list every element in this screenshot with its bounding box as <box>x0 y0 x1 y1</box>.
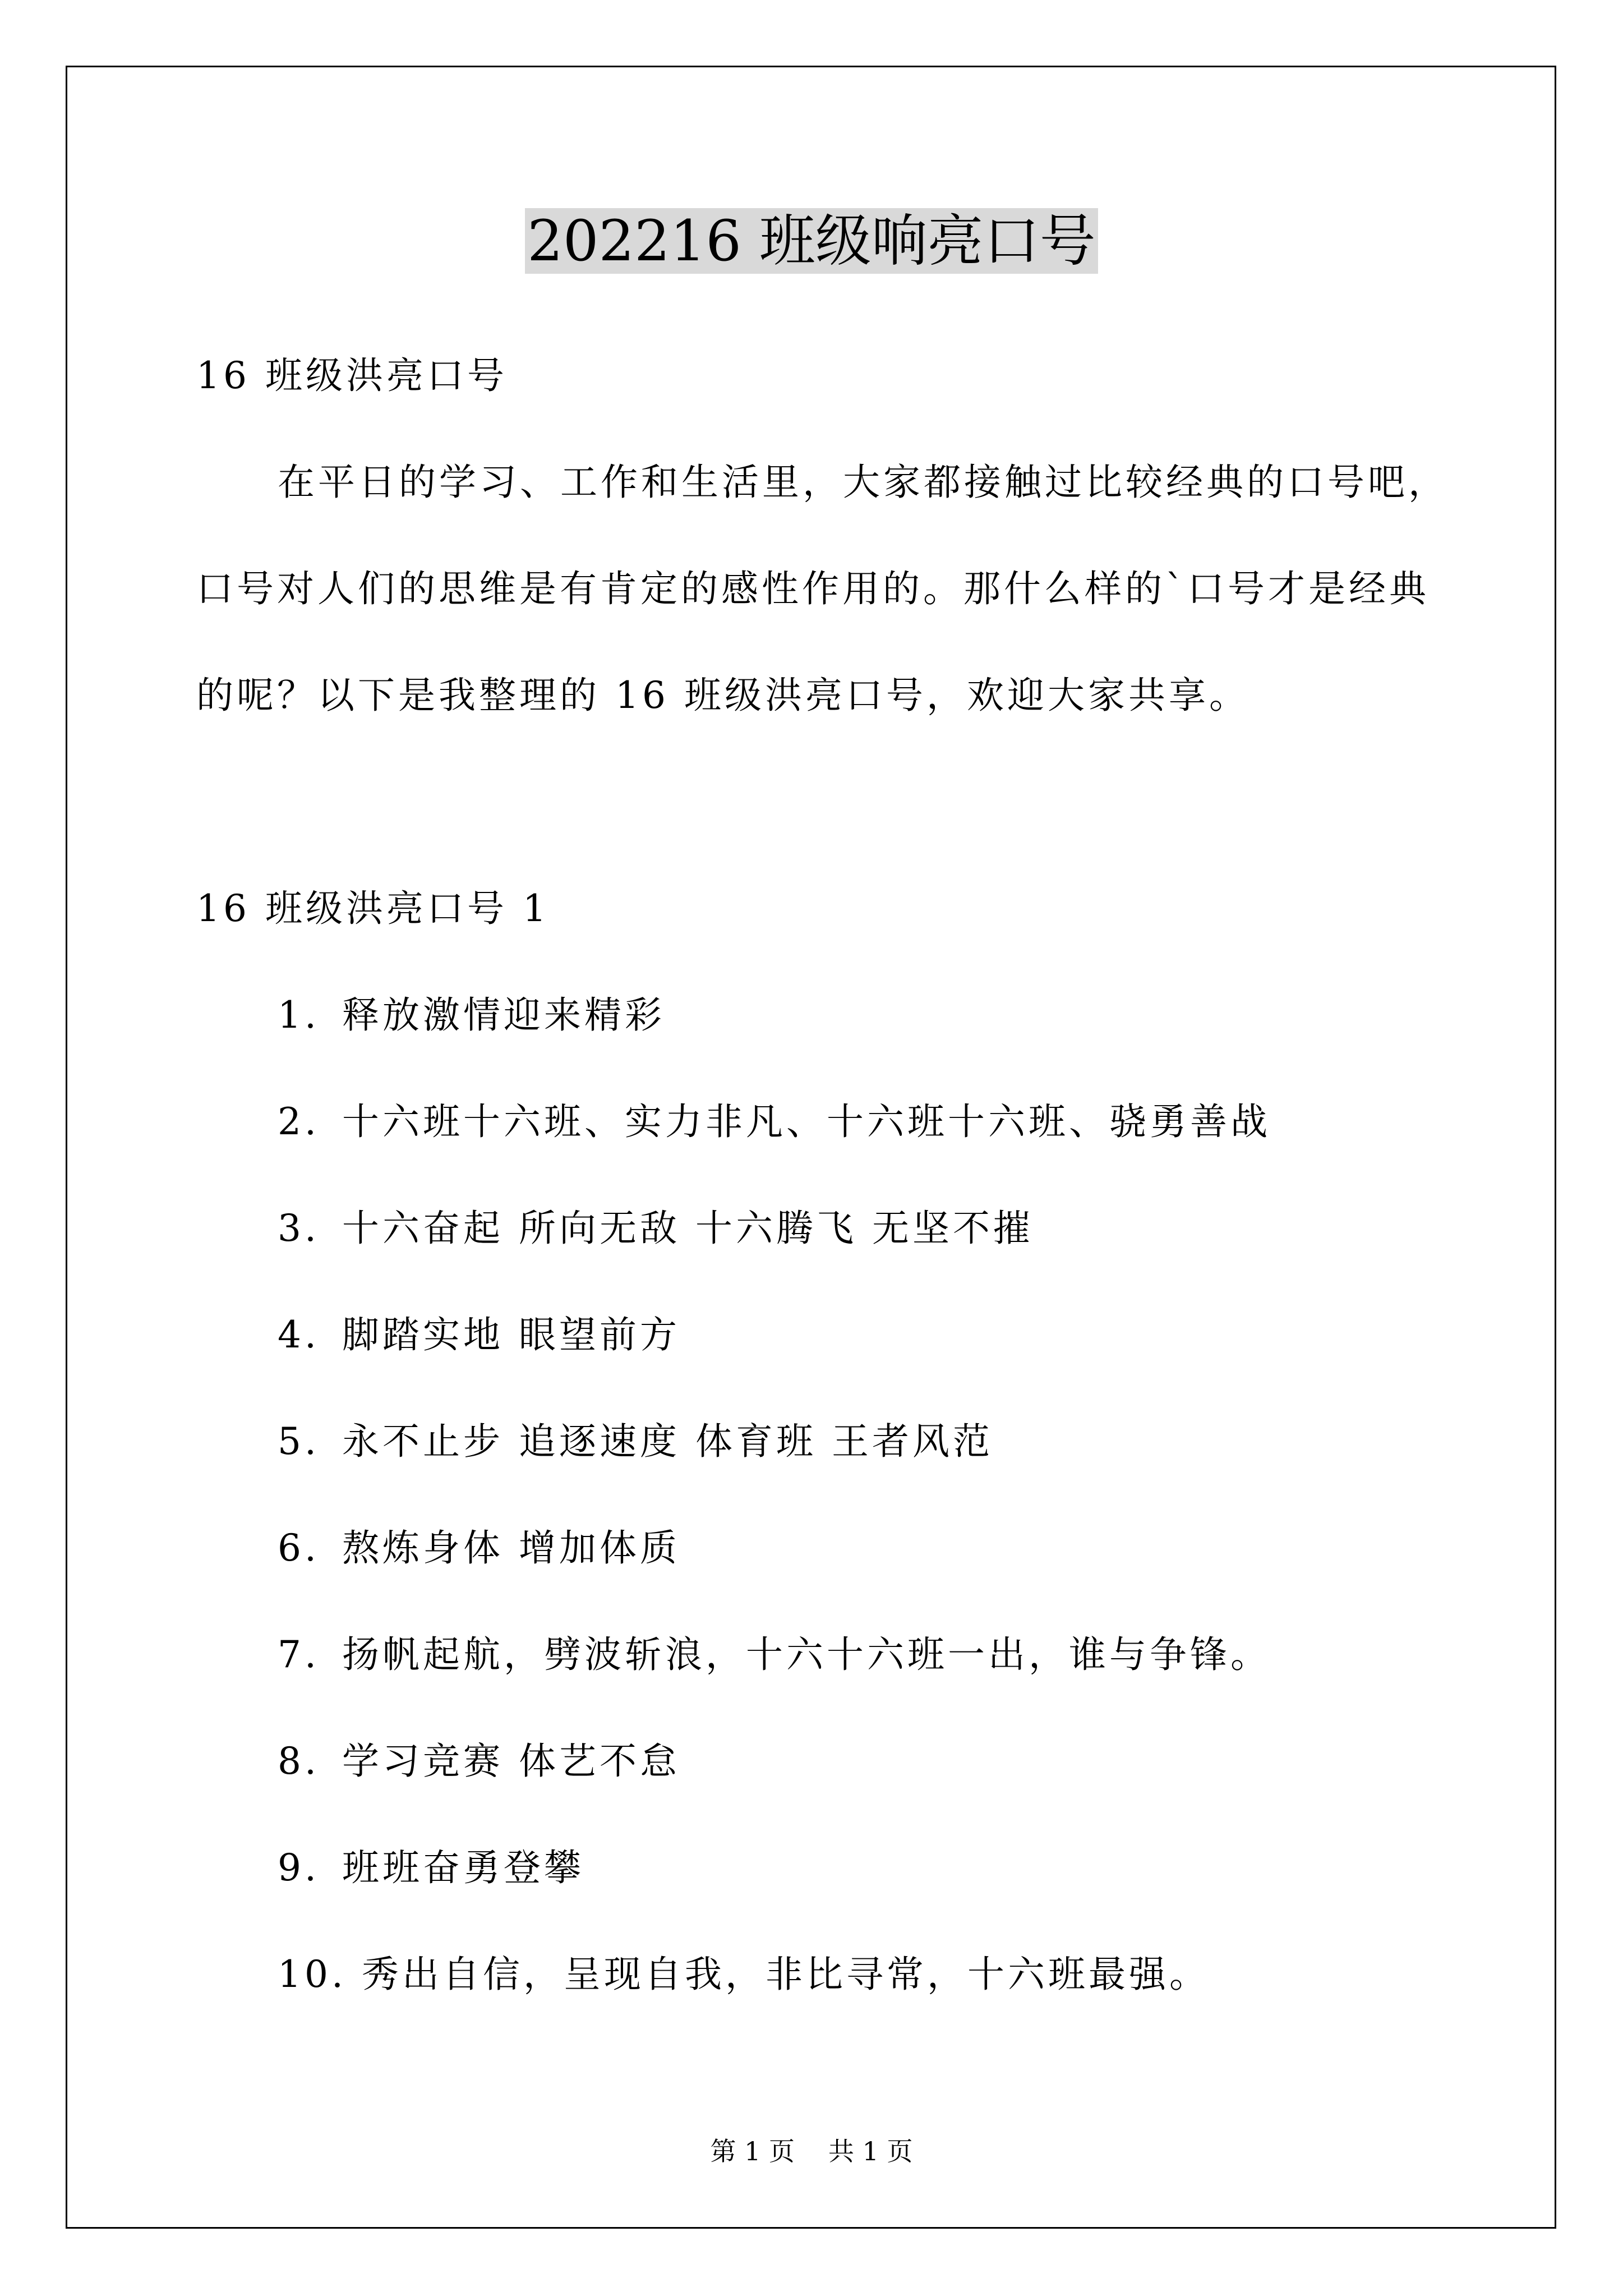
list-item-number: 1. <box>278 993 320 1037</box>
list-item-number: 2. <box>278 1100 320 1143</box>
list-item <box>278 1736 680 1787</box>
intro-line-3: 的呢？以下是我整理的 16 班级洪亮口号，欢迎大家共享。 <box>196 674 1249 717</box>
intro-line-1: 在平日的学习、工作和生活里，大家都接触过比较经典的口号吧， <box>278 461 1449 504</box>
list-item-number: 9. <box>278 1846 320 1889</box>
list-item-text: 永不止步 追逐速度 体育班 王者风范 <box>342 1420 993 1463</box>
list-item-text: 释放激情迎来精彩 <box>342 993 665 1037</box>
list-item <box>278 1523 680 1573</box>
list-item-number: 5. <box>278 1420 320 1463</box>
intro-line-2: 口号对人们的思维是有肯定的感性作用的。那什么样的`口号才是经典 <box>196 567 1430 610</box>
list-item <box>278 1203 1034 1254</box>
list-item <box>278 1310 680 1360</box>
list-item-number: 3. <box>278 1207 320 1250</box>
list-heading: 16 班级洪亮口号 1 <box>196 887 550 930</box>
list-item-number: 10. <box>278 1953 347 1996</box>
list-item <box>278 1843 584 1893</box>
list-item <box>278 1416 993 1467</box>
list-item-text: 熬炼身体 增加体质 <box>342 1526 680 1570</box>
list-item <box>278 1097 1271 1147</box>
page-footer <box>0 2134 1623 2168</box>
page-total-label: 共 1 页 <box>828 2136 913 2166</box>
list-item-number: 7. <box>278 1633 320 1676</box>
list-item-text: 脚踏实地 眼望前方 <box>342 1313 680 1356</box>
document-title <box>0 202 1623 280</box>
list-item <box>278 1630 1271 1680</box>
page-number-label: 第 1 页 <box>710 2136 795 2166</box>
list-item-number: 8. <box>278 1740 320 1783</box>
list-item-text: 十六班十六班、实力非凡、十六班十六班、骁勇善战 <box>342 1100 1271 1143</box>
list-item <box>278 1949 1210 2000</box>
list-item-text: 学习竞赛 体艺不怠 <box>342 1740 680 1783</box>
section-heading: 16 班级洪亮口号 <box>196 354 508 397</box>
list-item-number: 6. <box>278 1526 320 1570</box>
list-item-text: 扬帆起航，劈波斩浪，十六十六班一出，谁与争锋。 <box>342 1633 1271 1676</box>
list-item-text: 十六奋起 所向无敌 十六腾飞 无坚不摧 <box>342 1207 1034 1250</box>
document-title-text: 202216 班级响亮口号 <box>525 208 1098 274</box>
list-item <box>278 990 665 1041</box>
list-item-number: 4. <box>278 1313 320 1356</box>
list-item-text: 班班奋勇登攀 <box>342 1846 584 1889</box>
list-item-text: 秀出自信，呈现自我，非比寻常，十六班最强。 <box>362 1953 1210 1996</box>
